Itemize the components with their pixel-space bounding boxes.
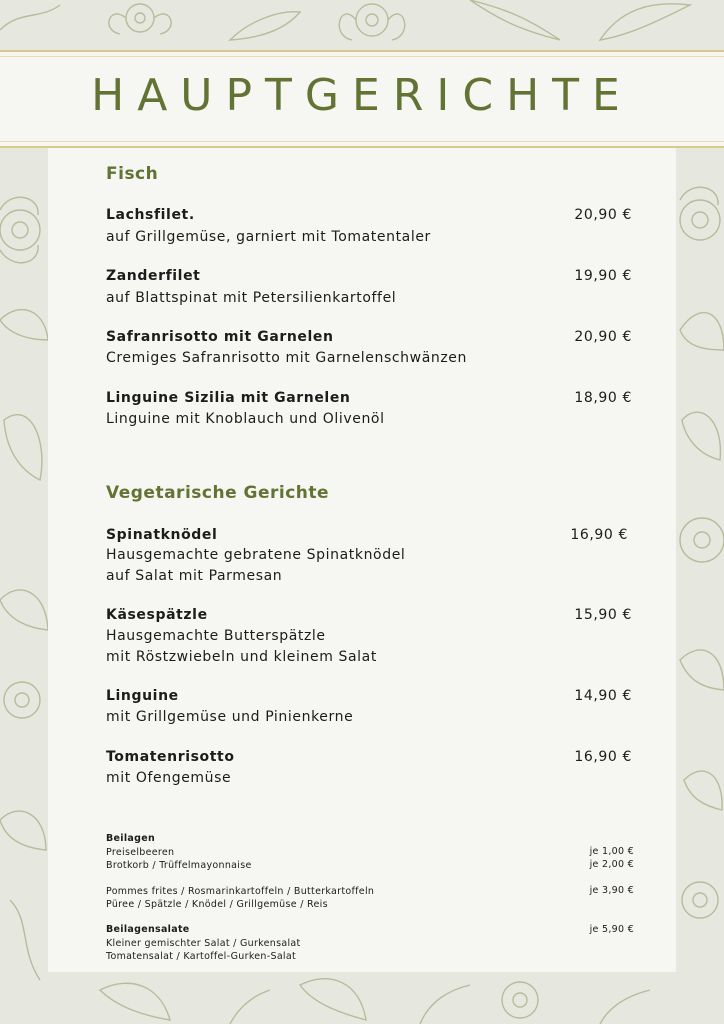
leaf-icon [680,313,724,350]
flower-icon [680,187,720,240]
dish-description: mit Grillgemüse und Pinienkerne [106,709,354,725]
section-heading-vegetarisch: Vegetarische Gerichte [106,483,330,503]
leaf-icon [0,310,48,340]
flower-icon [682,882,718,918]
dish-name: Spinatknödel [106,527,218,543]
salad-items: Kleiner gemischter Salat / Gurkensalat Tomatensalat / Kartoffel-Gurken-Salat [106,938,301,962]
leaf-icon [470,0,560,40]
leaf-icon [100,983,170,1020]
leaf-icon [0,590,48,630]
dish-price: 20,90 € [574,329,632,345]
leaf-icon [4,415,42,480]
dish-price: 16,90 € [574,749,632,765]
dish-price: 16,90 € [570,527,628,543]
dish-description: Cremiges Safranrisotto mit Garnelenschwänzen [106,350,467,366]
dish-description: mit Ofengemüse [106,770,232,786]
salad-price: je 5,90 € [589,924,634,935]
leaf-icon [600,4,690,40]
flower-icon [109,4,171,34]
dish-name: Käsespätzle [106,607,208,623]
dish-description: Hausgemachte Butterspätzle mit Röstzwiebeln und kleinem Salat [106,628,377,665]
side-item: Preiselbeeren [106,847,175,858]
salads-heading: Beilagensalate [106,924,190,935]
leaf-icon [0,811,46,850]
dish-price: 20,90 € [574,207,632,223]
flower-icon [502,982,538,1018]
flower-icon [4,682,40,718]
leaf-icon [682,412,720,460]
dish-name: Safranrisotto mit Garnelen [106,329,334,345]
dish-description: auf Blattspinat mit Petersilienkartoffel [106,290,397,306]
page-title: HAUPTGERICHTE [91,70,633,121]
leaf-icon [230,12,300,40]
dish-description: Linguine mit Knoblauch und Olivenöl [106,411,385,427]
dish-name: Linguine [106,688,179,704]
dish-name: Tomatenrisotto [106,749,235,765]
dish-description: Hausgemachte gebratene Spinatknödel auf Salat mit Parmesan [106,547,406,584]
dish-price: 19,90 € [574,268,632,284]
leaf-icon [680,650,724,690]
dish-name: Lachsfilet. [106,207,195,223]
dish-price: 14,90 € [574,688,632,704]
leaf-icon [300,979,366,1020]
side-price: je 1,00 € [589,846,634,857]
flower-icon [680,518,724,562]
dish-description: auf Grillgemüse, garniert mit Tomatentaler [106,229,431,245]
leaf-icon [684,771,722,810]
side-item: Brotkorb / Trüffelmayonnaise [106,860,252,871]
side-group: Pommes frites / Rosmarinkartoffeln / Butterkartoffeln Püree / Spätzle / Knödel / Grillgemüse / Reis [106,886,375,910]
flower-icon [0,197,40,262]
dish-name: Linguine Sizilia mit Garnelen [106,390,351,406]
side-price: je 2,00 € [589,859,634,870]
sides-heading: Beilagen [106,833,156,844]
dish-name: Zanderfilet [106,268,201,284]
flower-icon [339,4,404,40]
section-heading-fisch: Fisch [106,164,159,184]
side-price: je 3,90 € [589,885,634,896]
dish-price: 18,90 € [574,390,632,406]
dish-price: 15,90 € [574,607,632,623]
